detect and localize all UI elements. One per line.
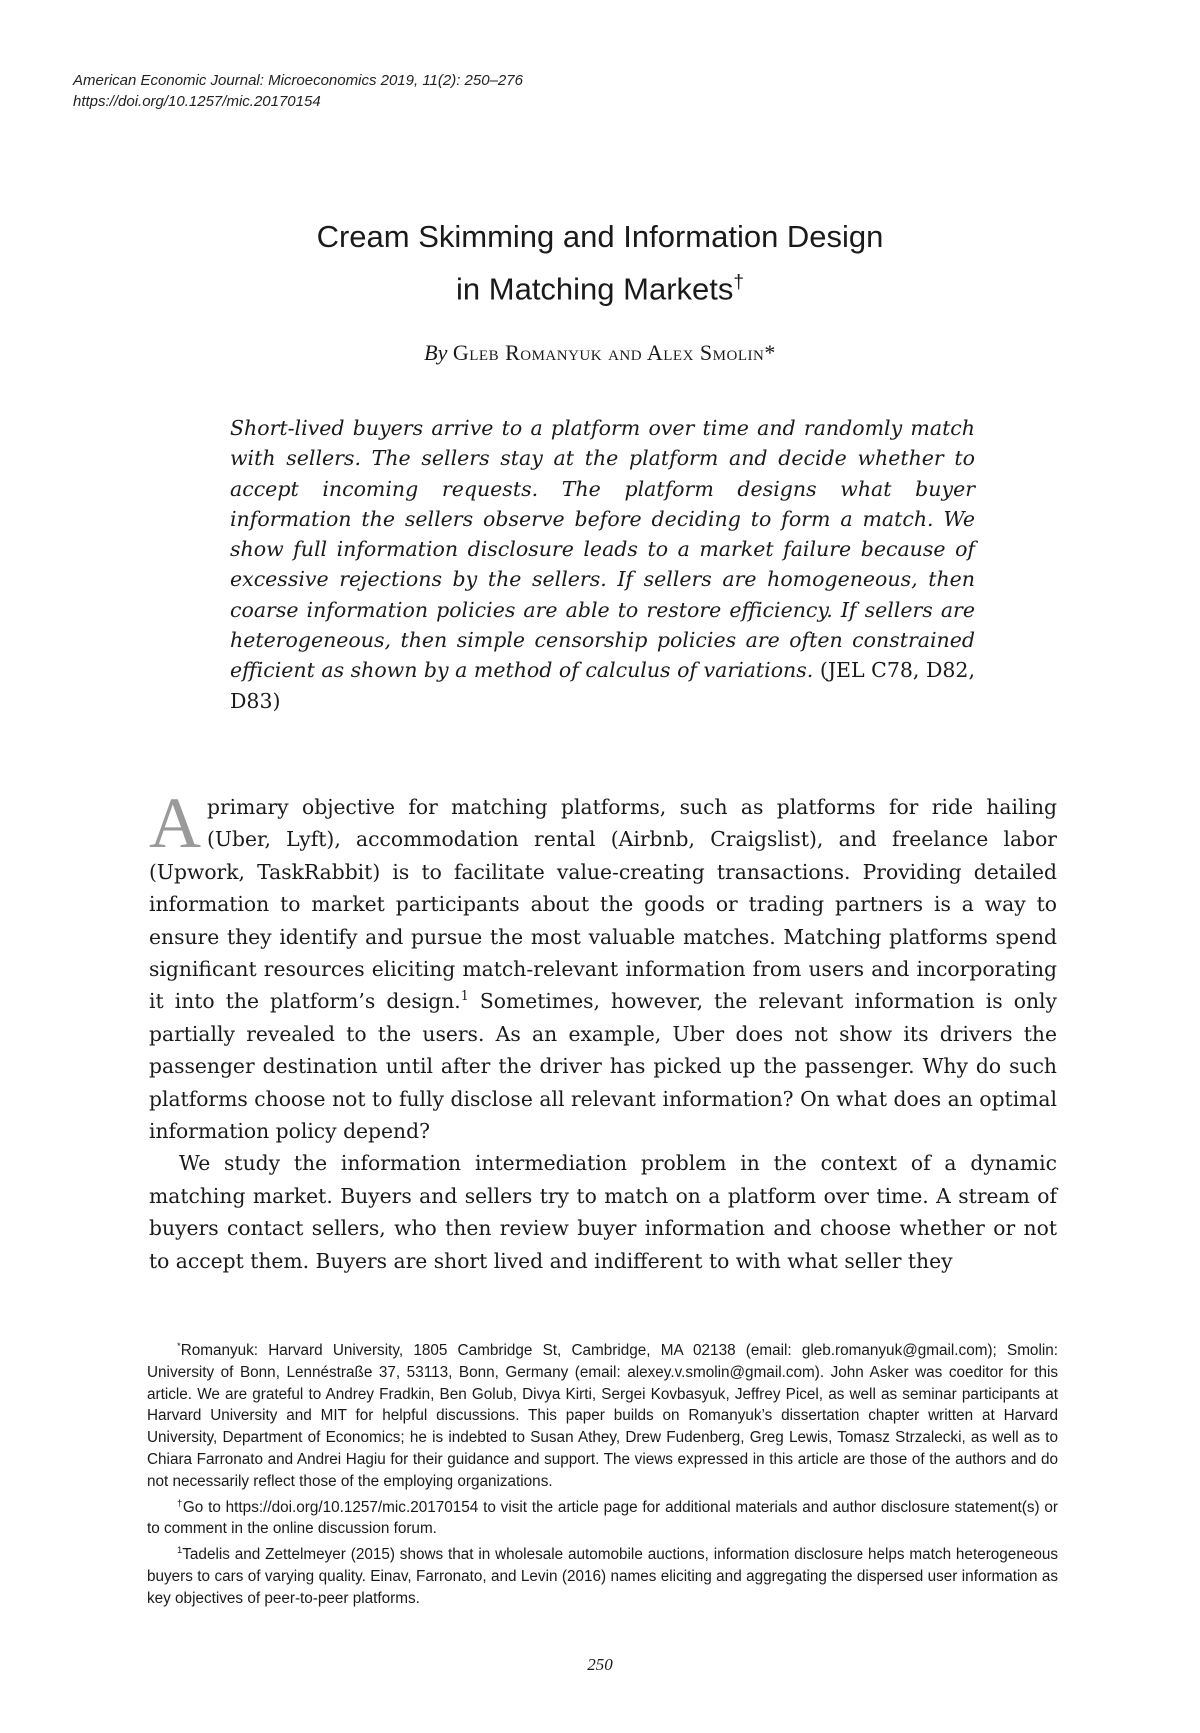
footnote-dagger bbox=[147, 1497, 1058, 1541]
footnote-dagger-mark: † bbox=[177, 1497, 183, 1509]
title-line-2-text: in Matching Markets bbox=[456, 271, 734, 307]
paper-title bbox=[0, 214, 1200, 312]
footnote-star-text: Romanyuk: Harvard University, 1805 Cambridge St, Cambridge, MA 02138 (email: gleb.romanyuk@gmail.com); Smolin: University of Bonn, Lennéstraße 37, 53113, Bonn, Germany (email: alexey.v.smolin@gmail.com). John Asker was coeditor for this article. We are grateful to Andrey Fradkin, Ben Golub, Divya Kirti, Sergei Kovbasyuk, Jeffrey Picel, as well as seminar participants at Harvard University and MIT for helpful discussions. This paper builds on Romanyuk’s dissertation chapter written at Harvard University, Department of Economics; he is indebted to Susan Athey, Drew Fudenberg, Greg Lewis, Tomasz Strzalecki, as well as to Chiara Farronato and Andrei Hagiu for their guidance and support. The views expressed in this article are those of the authors and do not necessarily reflect those of the employing organizations. bbox=[147, 1342, 1058, 1490]
page-number: 250 bbox=[587, 1655, 613, 1674]
paragraph-1-part-1: primary objective for matching platforms, such as platforms for ride hailing (Uber, Lyft), accommodation rental (Airbnb, Craigslist), and freelance labor (Upwork, TaskRabbit) is to facilitate value-creating transactions. Providing detailed information to market participants about the goods or trading partners is a way to ensure they identify and pursue the most valuable matches. Matching platforms spend significant resources eliciting match-relevant information from users and incorporating it into the platform’s design. bbox=[149, 795, 1057, 1014]
byline bbox=[0, 340, 1200, 366]
footnote-1 bbox=[147, 1544, 1058, 1609]
doi-link[interactable]: https://doi.org/10.1257/mic.20170154 bbox=[73, 93, 321, 110]
paragraph-1-part-2: Sometimes, however, the relevant information is only partially revealed to the users. As an example, Uber does not show its drivers the passenger destination until after the driver has picked up the passenger. Why do such platforms choose not to fully disclose all relevant information? On what does an optimal information policy depend? bbox=[149, 989, 1057, 1144]
title-dagger: † bbox=[733, 272, 744, 293]
footnotes bbox=[147, 1340, 1058, 1614]
footnote-ref-1[interactable]: 1 bbox=[460, 988, 469, 1004]
footnote-star-mark: * bbox=[177, 1340, 181, 1352]
footnote-star bbox=[147, 1340, 1058, 1493]
footnote-1-mark: 1 bbox=[177, 1545, 183, 1557]
jel-codes: (JEL C78, D82, D83) bbox=[230, 658, 975, 713]
journal-header bbox=[73, 70, 523, 112]
abstract bbox=[230, 413, 975, 716]
title-line-2 bbox=[0, 260, 1200, 312]
paragraph-1 bbox=[149, 783, 1057, 1147]
body-text bbox=[149, 783, 1057, 1277]
footnote-dagger-text: Go to https://doi.org/10.1257/mic.20170154 to visit the article page for additional materials and author disclosure statement(s) or to comment in the online discussion forum. bbox=[147, 1498, 1058, 1538]
footnote-1-text: Tadelis and Zettelmeyer (2015) shows that in wholesale automobile auctions, information disclosure helps match heterogeneous buyers to cars of varying quality. Einav, Farronato, and Levin (2016) names eliciting and aggregating the dispersed user information as key objectives of peer-to-peer platforms. bbox=[147, 1546, 1058, 1607]
paragraph-2: We study the information intermediation problem in the context of a dynamic matching market. Buyers and sellers try to match on a platform over time. A stream of buyers contact sellers, who then review buyer information and choose whether or not to accept them. Buyers are short lived and indifferent to with what seller they bbox=[149, 1151, 1057, 1273]
abstract-text: Short-lived buyers arrive to a platform over time and randomly match with sellers. The sellers stay at the platform and decide whether to accept incoming requests. The platform designs what buyer information the sellers observe before deciding to form a match. We show full information disclosure leads to a market failure because of excessive rejections by the sellers. If sellers are homogeneous, then coarse information policies are able to restore efficiency. If sellers are heterogeneous, then simple censorship policies are often constrained efficient as shown by a method of calculus of variations. bbox=[230, 416, 975, 683]
author-names: Gleb Romanyuk and Alex Smolin* bbox=[452, 340, 776, 365]
journal-citation: American Economic Journal: Microeconomics 2019, 11(2): 250–276 bbox=[73, 72, 523, 89]
byline-by: By bbox=[424, 340, 448, 365]
drop-cap: A bbox=[149, 783, 201, 863]
title-line-1: Cream Skimming and Information Design bbox=[316, 219, 884, 254]
